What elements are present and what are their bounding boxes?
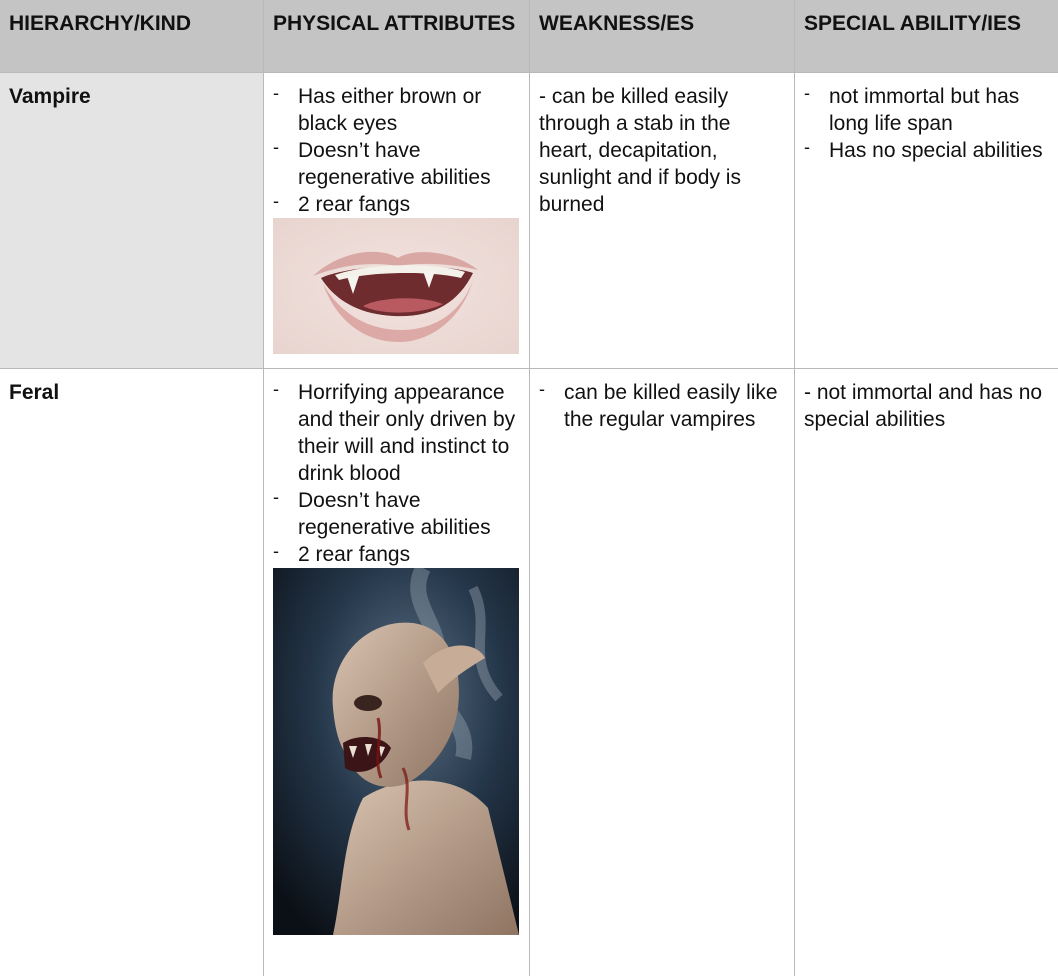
dash-bullet: - (273, 541, 279, 561)
list-item-text: Doesn’t have regenerative abilities (298, 139, 491, 189)
dash-bullet: - (804, 137, 810, 157)
list-item (804, 83, 1049, 137)
header-special-abilities: SPECIAL ABILITY/IES (795, 0, 1058, 73)
vampire-physical-cell (264, 73, 530, 369)
vampire-weakness-cell (530, 73, 795, 369)
list-item (273, 137, 520, 191)
list-item-text: 2 rear fangs (298, 543, 411, 566)
list-item (273, 83, 520, 137)
row-label-vampire: Vampire (0, 73, 264, 369)
list-item (273, 487, 520, 541)
list-item-text: Horrifying appearance and their only driven by their will and instinct to drink blood (298, 381, 516, 485)
feral-weakness-list (539, 379, 785, 433)
list-item (804, 137, 1049, 164)
list-item (273, 191, 520, 218)
dash-bullet: - (273, 83, 279, 103)
header-hierarchy-kind: HIERARCHY/KIND (0, 0, 264, 73)
list-item-text: Has either brown or black eyes (298, 85, 482, 135)
vampire-weakness-text: - can be killed easily through a stab in the heart, decapitation, sunlight and if body is burned (539, 85, 741, 216)
feral-creature-photo (273, 568, 519, 935)
list-item-text: can be killed easily like the regular vampires (564, 381, 778, 431)
feral-weakness-cell (530, 369, 795, 976)
vampire-abilities-cell (795, 73, 1058, 369)
list-item (539, 379, 785, 433)
dash-bullet: - (804, 83, 810, 103)
list-item-text: not immortal but has long life span (829, 85, 1020, 135)
list-item-text: 2 rear fangs (298, 193, 411, 216)
feral-physical-list (273, 379, 520, 568)
feral-abilities-cell (795, 369, 1058, 976)
vampire-mouth-fangs-photo (273, 218, 519, 354)
dash-bullet: - (273, 487, 279, 507)
header-physical-attributes: PHYSICAL ATTRIBUTES (264, 0, 530, 73)
row-label-feral: Feral (0, 369, 264, 976)
dash-bullet: - (273, 137, 279, 157)
dash-bullet: - (273, 191, 279, 211)
list-item-text: Doesn’t have regenerative abilities (298, 489, 491, 539)
vampire-physical-list (273, 83, 520, 218)
dash-bullet: - (273, 379, 279, 399)
list-item (273, 379, 520, 487)
dash-bullet: - (539, 379, 545, 399)
list-item (273, 541, 520, 568)
feral-abilities-text: - not immortal and has no special abilities (804, 381, 1043, 431)
header-weaknesses: WEAKNESS/ES (530, 0, 795, 73)
vampire-abilities-list (804, 83, 1049, 164)
list-item-text: Has no special abilities (829, 139, 1043, 162)
feral-physical-cell (264, 369, 530, 976)
